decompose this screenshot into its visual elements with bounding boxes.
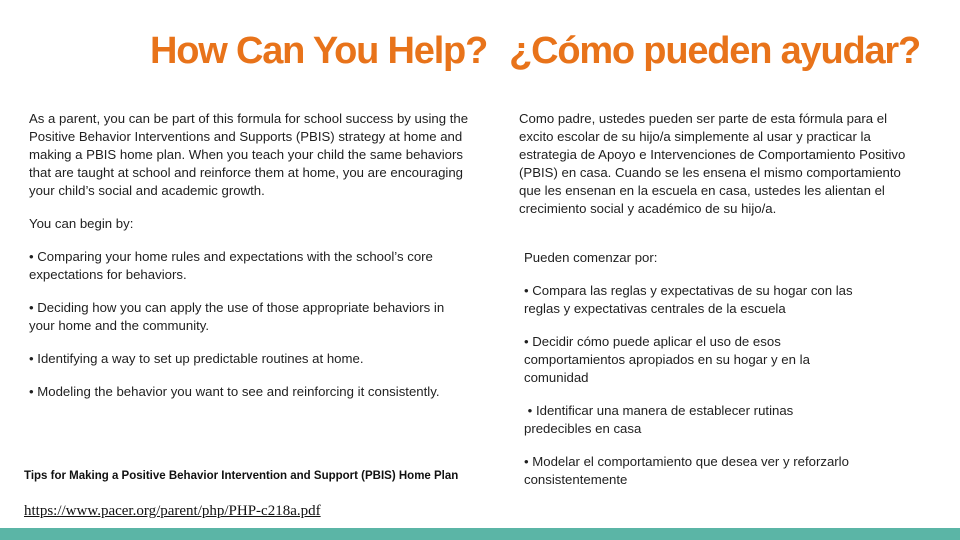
spanish-list-item: • Decidir cómo puede aplicar el uso de esos comportamientos apropiados en su hogar y en la comunidad	[524, 334, 810, 385]
english-intro: As a parent, you can be part of this formula for school success by using the Positive Behavior Interventions and Supports (PBIS) strategy at home and making a PBIS home plan. When you teach your child the same behaviors that are taught at school and reinforce them at home, you are encouraging your child’s social and academic growth.	[29, 111, 469, 198]
spanish-list-item: • Modelar el comportamiento que desea ver y reforzarlo consistentemente	[524, 454, 849, 487]
english-list-item: • Identifying a way to set up predictable routines at home.	[29, 351, 364, 366]
footer-bar	[0, 528, 960, 540]
spanish-list-item: • Compara las reglas y expectativas de su hogar con las reglas y expectativas centrales de la escuela	[524, 283, 853, 316]
spanish-begin-label: Pueden comenzar por:	[524, 250, 658, 265]
english-list-item: • Comparing your home rules and expectations with the school’s core expectations for behaviors.	[29, 249, 433, 282]
english-list-item: • Modeling the behavior you want to see and reinforcing it consistently.	[29, 384, 440, 399]
english-begin-label: You can begin by:	[29, 216, 134, 231]
spanish-list-block	[524, 249, 864, 489]
spanish-intro-block	[519, 110, 919, 218]
tips-title: Tips for Making a Positive Behavior Intervention and Support (PBIS) Home Plan	[24, 470, 459, 482]
spanish-intro: Como padre, ustedes pueden ser parte de esta fórmula para el excito escolar de su hijo/a simplemente al usar y practicar la estrategia de Apoyo e Intervenciones de Comportamiento Positivo (PBIS) en casa. Cuando se les ensena el mismo comportamiento que les ensenan en la escuela en casa, ustedes les alientan el crecimiento social y académico de su hijo/a.	[519, 111, 906, 216]
page-title	[0, 30, 960, 73]
spanish-list-item: • Identificar una manera de establecer rutinas predecibles en casa	[524, 403, 797, 436]
resource-link[interactable]: https://www.pacer.org/parent/php/PHP-c218a.pdf	[24, 503, 321, 519]
title-english: How Can You Help?	[149, 30, 488, 72]
english-column	[29, 110, 469, 401]
english-list-item: • Deciding how you can apply the use of those appropriate behaviors in your home and the community.	[29, 300, 445, 333]
title-spanish: ¿Cómo pueden ayudar?	[509, 30, 921, 72]
